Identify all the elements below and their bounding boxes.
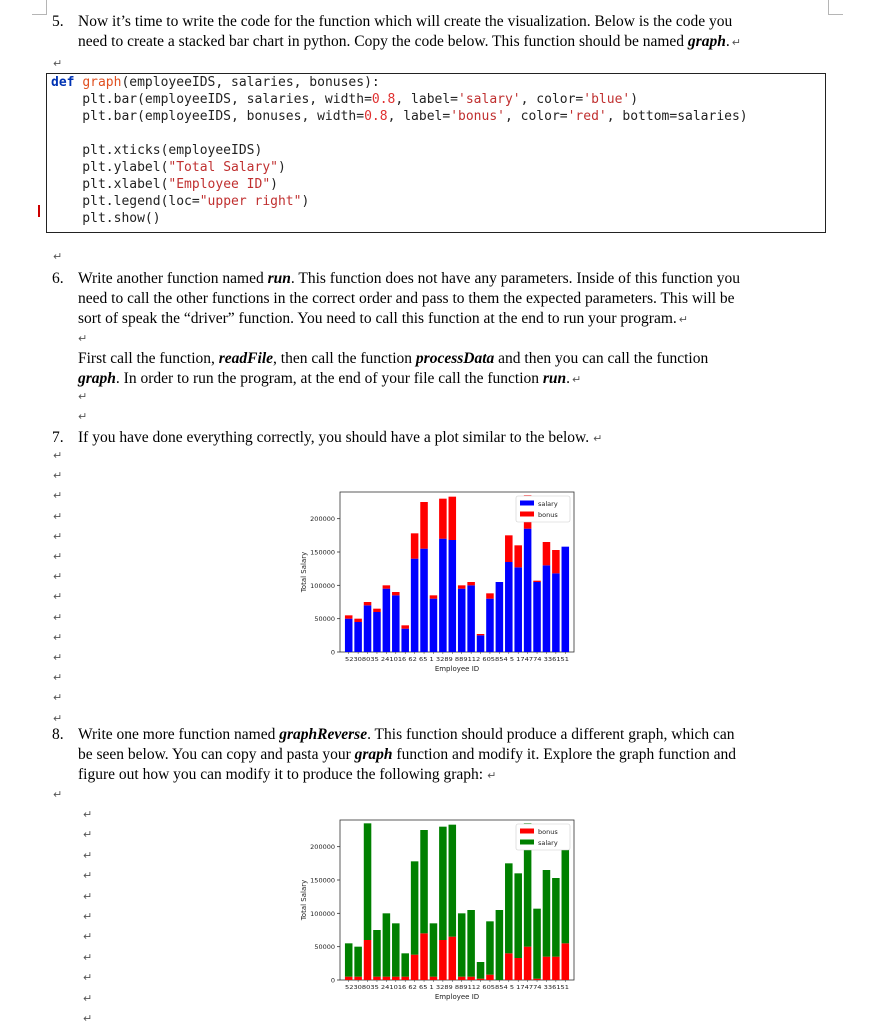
item-6-text <box>78 269 838 330</box>
legend-swatch-bonus <box>520 829 534 834</box>
return-mark: ↵ <box>53 788 63 801</box>
bar-bonus <box>552 957 560 980</box>
code-text: ) <box>277 160 286 175</box>
return-mark: ↵ <box>53 611 63 624</box>
bar-salary <box>524 529 532 652</box>
bar-bonus <box>533 979 541 980</box>
return-mark: ↵ <box>53 691 63 704</box>
bar-bonus <box>439 499 447 539</box>
item-8-text <box>78 725 838 786</box>
bar-bonus <box>458 977 466 980</box>
y-tick-label: 0 <box>330 648 335 657</box>
item-6-line1: Write another function named <box>78 270 268 287</box>
bar-bonus <box>505 535 513 562</box>
bar-salary <box>514 567 522 652</box>
bar-bonus <box>392 592 400 595</box>
y-tick-label: 200000 <box>310 515 335 524</box>
item-5-line1: Now it’s time to write the code for the function which will create the visualization. Below is the code you <box>78 13 733 30</box>
return-mark: ↵ <box>53 712 63 725</box>
bar-bonus <box>477 979 485 980</box>
bar-bonus <box>449 937 457 980</box>
code-line-3 <box>51 108 748 125</box>
code-selection-marker <box>38 205 40 217</box>
bar-salary <box>467 585 475 652</box>
bar-bonus <box>411 533 419 558</box>
return-mark: ↵ <box>487 769 497 782</box>
code-string: "Employee ID" <box>168 177 271 192</box>
y-tick-label: 200000 <box>310 843 335 852</box>
legend-swatch-bonus <box>520 512 534 517</box>
return-mark: ↵ <box>53 530 63 543</box>
bar-bonus <box>392 977 400 980</box>
bar-salary <box>543 565 551 652</box>
bar-salary <box>392 595 400 652</box>
code-line-2 <box>51 91 638 108</box>
code-params: (employeeIDS, salaries, bonuses): <box>121 75 380 90</box>
item-6-paragraph-2 <box>78 349 838 390</box>
bar-salary <box>552 573 560 652</box>
bar-salary <box>411 559 419 652</box>
code-text: , color= <box>520 92 584 107</box>
code-text: ) <box>270 177 278 192</box>
bar-bonus <box>486 593 494 598</box>
item-5-number: 5. <box>52 13 64 30</box>
item-8-number: 8. <box>52 726 64 743</box>
item-8-line1: Write one more function named <box>78 726 280 743</box>
p2-text: . <box>566 370 571 387</box>
p2-text: and then you can call the function <box>494 350 709 367</box>
bar-bonus <box>420 502 428 549</box>
run-name: run <box>542 370 567 387</box>
code-line-8: plt.show() <box>51 211 161 226</box>
y-tick-label: 150000 <box>310 548 335 557</box>
bar-salary <box>552 878 560 957</box>
bar-salary <box>420 549 428 652</box>
return-mark: ↵ <box>83 910 93 923</box>
bar-bonus <box>552 550 560 573</box>
code-string: "upper right" <box>199 194 302 209</box>
bar-salary <box>430 923 438 976</box>
bar-bonus <box>383 977 391 980</box>
bar-salary <box>562 547 570 652</box>
code-text: , color= <box>504 109 568 124</box>
bar-salary <box>411 861 419 954</box>
y-axis-label: Total Salary <box>300 551 308 593</box>
bar-salary <box>401 629 409 652</box>
item-7-line: If you have done everything correctly, you should have a plot similar to the below. <box>78 429 590 446</box>
item-5-period: . <box>725 33 730 50</box>
code-text: plt.legend(loc= <box>51 194 200 209</box>
return-mark: ↵ <box>53 550 63 563</box>
code-text: ) <box>630 92 639 107</box>
processdata-name: processData <box>415 350 495 367</box>
bar-salary <box>486 921 494 974</box>
bar-salary <box>458 589 466 652</box>
legend-label-bonus: bonus <box>538 511 558 519</box>
bar-salary <box>392 923 400 976</box>
graphreverse-name: graphReverse <box>279 726 368 743</box>
bar-salary <box>486 599 494 652</box>
bar-bonus <box>411 955 419 980</box>
code-line-1 <box>51 74 380 91</box>
y-tick-label: 150000 <box>310 876 335 885</box>
return-mark: ↵ <box>83 890 93 903</box>
p2-text: First call the function, <box>78 350 219 367</box>
item-8-line2-rest: function and modify it. Explore the graph function and <box>392 746 737 763</box>
chart-stacked-bonus-salary <box>280 816 580 1016</box>
bar-salary <box>373 930 381 977</box>
bar-salary <box>533 909 541 979</box>
bar-bonus <box>354 619 362 622</box>
code-line-4: plt.xticks(employeeIDS) <box>51 143 263 158</box>
bar-salary <box>439 827 447 940</box>
return-mark: ↵ <box>83 951 93 964</box>
code-line-7 <box>51 193 309 210</box>
bar-bonus <box>364 602 372 605</box>
bar-salary <box>383 589 391 652</box>
return-mark: ↵ <box>83 808 93 821</box>
code-line-5 <box>51 159 286 176</box>
code-function-name: graph <box>82 75 122 90</box>
code-string: "Total Salary" <box>168 160 278 175</box>
return-mark: ↵ <box>53 57 63 70</box>
y-tick-label: 100000 <box>310 581 335 590</box>
legend-swatch-salary <box>520 840 534 845</box>
bar-bonus <box>420 933 428 980</box>
return-mark: ↵ <box>53 570 63 583</box>
code-block <box>46 73 826 233</box>
bar-salary <box>449 825 457 937</box>
bar-bonus <box>562 943 570 980</box>
y-tick-label: 100000 <box>310 909 335 918</box>
y-tick-label: 50000 <box>314 615 335 624</box>
return-mark: ↵ <box>53 651 63 664</box>
chart-2-svg <box>280 816 580 1016</box>
return-mark: ↵ <box>83 930 93 943</box>
return-mark: ↵ <box>83 992 93 1005</box>
item-6-run-name: run <box>267 270 291 287</box>
code-string: 'salary' <box>458 92 521 107</box>
bar-bonus <box>543 542 551 565</box>
code-string: 'blue' <box>583 92 631 107</box>
code-text: , bottom=salaries) <box>606 109 748 124</box>
code-text: plt.xlabel( <box>51 177 169 192</box>
return-mark: ↵ <box>731 36 741 49</box>
bar-salary <box>562 840 570 943</box>
return-mark: ↵ <box>678 313 688 326</box>
code-number: 0.8 <box>364 109 388 124</box>
bar-bonus <box>505 953 513 980</box>
bar-bonus <box>401 977 409 980</box>
y-tick-label: 50000 <box>314 943 335 952</box>
return-mark: ↵ <box>78 410 88 423</box>
return-mark: ↵ <box>53 469 63 482</box>
return-mark: ↵ <box>83 1012 93 1025</box>
bar-bonus <box>373 609 381 612</box>
bar-bonus <box>345 615 353 618</box>
return-mark: ↵ <box>53 250 63 263</box>
return-mark: ↵ <box>53 510 63 523</box>
legend-label-bonus: bonus <box>538 828 558 836</box>
bar-salary <box>477 962 485 979</box>
return-mark: ↵ <box>53 631 63 644</box>
return-mark: ↵ <box>53 671 63 684</box>
item-8-line3: figure out how you can modify it to produce the following graph: <box>78 766 484 783</box>
bar-salary <box>496 582 504 652</box>
return-mark: ↵ <box>83 971 93 984</box>
item-5-text <box>78 12 838 53</box>
return-mark: ↵ <box>78 390 88 403</box>
bar-salary <box>514 873 522 958</box>
item-7-text <box>78 428 838 449</box>
bar-salary <box>364 823 372 940</box>
code-number: 0.8 <box>371 92 396 107</box>
bar-salary <box>477 635 485 652</box>
bar-bonus <box>364 940 372 980</box>
p2-text: , then call the function <box>273 350 416 367</box>
bar-salary <box>373 612 381 652</box>
return-mark: ↵ <box>53 449 63 462</box>
bar-salary <box>505 562 513 652</box>
bar-bonus <box>430 595 438 598</box>
return-mark: ↵ <box>83 849 93 862</box>
bar-salary <box>505 863 513 953</box>
return-mark: ↵ <box>83 869 93 882</box>
bar-salary <box>383 913 391 976</box>
bar-bonus <box>514 545 522 567</box>
code-line-6 <box>51 176 278 193</box>
code-string: 'red' <box>567 109 607 124</box>
bar-bonus <box>514 958 522 980</box>
x-axis-label: Employee ID <box>434 993 480 1001</box>
item-7-number: 7. <box>52 429 64 446</box>
return-mark: ↵ <box>83 828 93 841</box>
bar-salary <box>354 622 362 652</box>
bar-bonus <box>533 581 541 582</box>
return-mark: ↵ <box>53 590 63 603</box>
bar-bonus <box>401 625 409 628</box>
bar-salary <box>449 540 457 652</box>
bar-salary <box>533 582 541 652</box>
return-mark: ↵ <box>78 332 88 345</box>
page-corner-top-left <box>32 0 47 15</box>
p2-text: . In order to run the program, at the end of your file call the function <box>115 370 543 387</box>
item-6-line2: need to call the other functions in the correct order and pass to them the expected parameters. This will be <box>78 290 735 307</box>
bar-salary <box>458 913 466 976</box>
bar-bonus <box>524 947 532 980</box>
code-string: 'bonus' <box>450 109 505 124</box>
bar-salary <box>364 605 372 652</box>
bar-bonus <box>430 977 438 980</box>
item-6-number: 6. <box>52 270 64 287</box>
legend-label-salary: salary <box>538 839 558 847</box>
chart-stacked-salary-bonus <box>280 488 580 688</box>
code-text: , label= <box>395 92 459 107</box>
bar-bonus <box>354 977 362 980</box>
x-axis-label: Employee ID <box>434 665 480 673</box>
bar-bonus <box>383 585 391 588</box>
graph-name: graph <box>354 746 393 763</box>
code-text: , label= <box>387 109 451 124</box>
bar-bonus <box>449 497 457 540</box>
code-text: plt.bar(employeeIDS, salaries, width= <box>51 92 372 107</box>
legend-label-salary: salary <box>538 500 558 508</box>
code-def-keyword: def <box>51 75 75 90</box>
x-tick-labels: 52308035 241016 62 65 1 3289 889112 605854 5 174774 336151 <box>345 985 570 991</box>
bar-salary <box>439 539 447 652</box>
bar-bonus <box>486 975 494 980</box>
item-5-graph-name: graph <box>687 33 726 50</box>
bar-salary <box>401 953 409 976</box>
graph-name: graph <box>78 370 116 387</box>
bar-salary <box>420 830 428 933</box>
item-8-line2: be seen below. You can copy and pasta your <box>78 746 355 763</box>
bar-bonus <box>373 977 381 980</box>
bar-salary <box>467 910 475 977</box>
bar-salary <box>345 943 353 976</box>
bar-salary <box>430 599 438 652</box>
y-tick-label: 0 <box>330 976 335 985</box>
bar-bonus <box>543 957 551 980</box>
bar-salary <box>345 619 353 652</box>
item-6-line3: sort of speak the “driver” function. You need to call this function at the end to run your program. <box>78 310 677 327</box>
code-text: plt.ylabel( <box>51 160 169 175</box>
item-8-line1-rest: . This function should produce a different graph, which can <box>367 726 735 743</box>
item-6-line1-rest: . This function does not have any parameters. Inside of this function you <box>290 270 741 287</box>
bar-bonus <box>345 977 353 980</box>
readfile-name: readFile <box>218 350 274 367</box>
bar-bonus <box>467 582 475 585</box>
bar-salary <box>496 910 504 980</box>
y-axis-label: Total Salary <box>300 879 308 921</box>
return-mark: ↵ <box>53 489 63 502</box>
code-text: plt.bar(employeeIDS, bonuses, width= <box>51 109 365 124</box>
return-mark: ↵ <box>593 432 603 445</box>
chart-1-svg <box>280 488 580 688</box>
return-mark: ↵ <box>572 373 582 386</box>
bar-bonus <box>467 977 475 980</box>
bar-bonus <box>439 940 447 980</box>
bar-salary <box>354 947 362 977</box>
bar-bonus <box>458 585 466 588</box>
code-text: ) <box>301 194 310 209</box>
x-tick-labels: 52308035 241016 62 65 1 3289 889112 605854 5 174774 336151 <box>345 657 570 663</box>
bar-salary <box>543 870 551 957</box>
legend-swatch-salary <box>520 501 534 506</box>
bar-bonus <box>477 634 485 635</box>
item-5-line2: need to create a stacked bar chart in python. Copy the code below. This function should be named <box>78 33 688 50</box>
